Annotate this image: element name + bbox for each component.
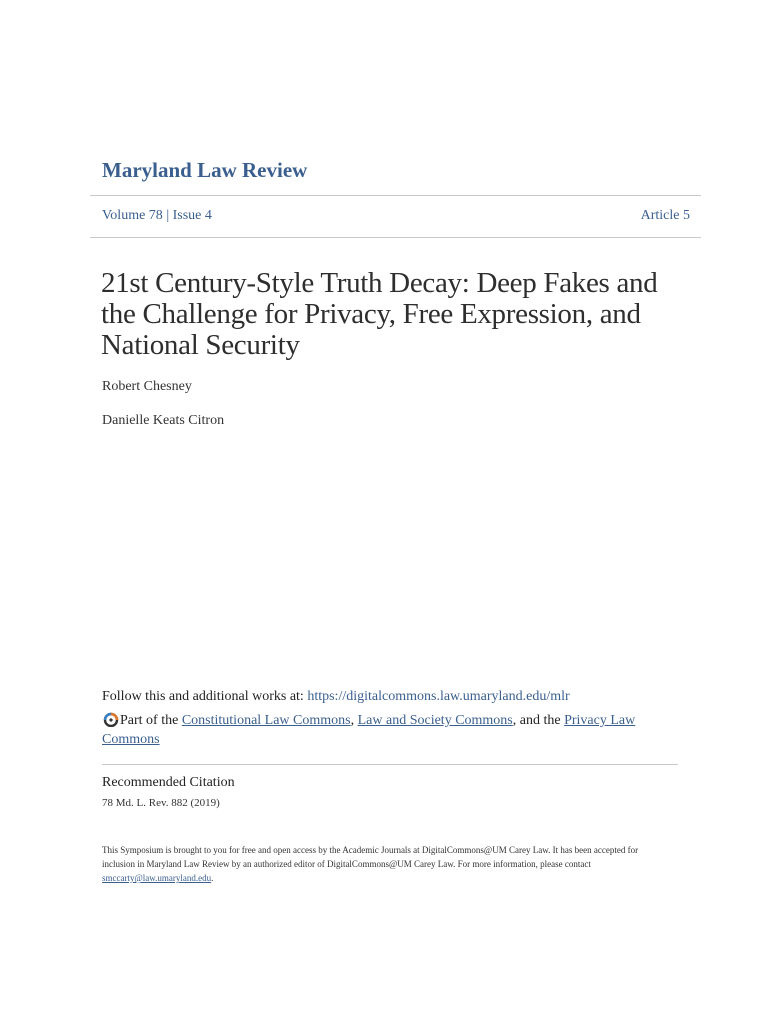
citation-text: 78 Md. L. Rev. 882 (2019): [102, 797, 220, 809]
volume-issue: [102, 208, 212, 224]
article-title: 21st Century-Style Truth Decay: Deep Fakes and the Challenge for Privacy, Free Expression, and National Security: [101, 267, 658, 361]
citation-divider: [102, 764, 678, 765]
volume-issue-separator: |: [166, 208, 170, 223]
top-divider: [90, 195, 701, 196]
part-of-prefix: Part of the: [120, 713, 182, 728]
volume-link[interactable]: Volume 78: [102, 208, 163, 223]
and-the-text: , and the: [512, 713, 565, 728]
access-notice-text: This Symposium is brought to you for free and open access by the Academic Journals at DigitalCommons@UM Carey Law. It has been accepted for inclusion in Maryland Law Review by an authorized editor of DigitalCommons@UM Carey Law. For more information, please contact: [102, 845, 639, 869]
issue-link[interactable]: Issue 4: [172, 208, 212, 223]
repository-link[interactable]: https://digitalcommons.law.umaryland.edu/mlr: [307, 689, 570, 704]
comma-text: ,: [350, 713, 358, 728]
law-and-society-commons-link[interactable]: Law and Society Commons: [357, 713, 513, 728]
author-2: Danielle Keats Citron: [102, 413, 225, 428]
follow-label: Follow this and additional works at:: [102, 689, 308, 704]
part-of-section: [102, 711, 662, 749]
commons-network-icon: [102, 711, 120, 727]
article-number-link[interactable]: Article 5: [640, 208, 690, 223]
access-notice: [102, 843, 662, 885]
author-1: Robert Chesney: [102, 379, 192, 394]
access-notice-end: .: [211, 873, 214, 883]
constitutional-law-commons-link[interactable]: Constitutional Law Commons: [181, 713, 351, 728]
citation-heading: Recommended Citation: [102, 775, 235, 790]
privacy-law-commons-link[interactable]: Privacy Law Commons: [102, 713, 636, 747]
follow-line: [102, 689, 570, 705]
journal-name[interactable]: Maryland Law Review: [102, 158, 308, 182]
title-divider: [90, 237, 701, 238]
contact-email-link[interactable]: smccarty@law.umaryland.edu: [102, 873, 212, 883]
